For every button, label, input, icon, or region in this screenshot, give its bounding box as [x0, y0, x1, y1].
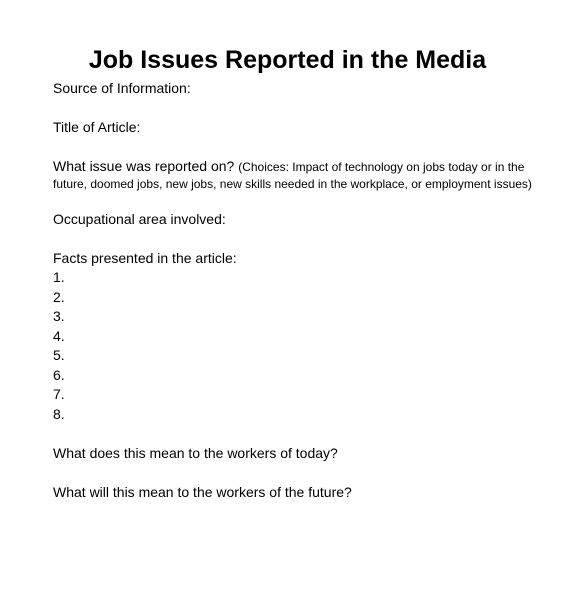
question-workers-future: What will this mean to the workers of the future? [53, 484, 352, 500]
title-of-article-label: Title of Article: [53, 119, 141, 135]
fact-number-5: 5. [53, 347, 65, 363]
issue-choices-line2: future, doomed jobs, new jobs, new skills needed in the workplace, or employment issues) [53, 177, 532, 191]
fact-number-2: 2. [53, 289, 65, 305]
fact-number-6: 6. [53, 367, 65, 383]
fact-number-4: 4. [53, 328, 65, 344]
document-title: Job Issues Reported in the Media [88, 46, 487, 74]
fact-number-7: 7. [53, 386, 65, 402]
fact-number-3: 3. [53, 308, 65, 324]
issue-question [53, 157, 524, 175]
facts-label: Facts presented in the article: [53, 250, 237, 266]
fact-number-1: 1. [53, 269, 65, 285]
fact-number-8: 8. [53, 406, 65, 422]
issue-choices-line1: (Choices: Impact of technology on jobs today or in the [238, 160, 525, 174]
source-of-information-label: Source of Information: [53, 80, 191, 96]
occupational-area-label: Occupational area involved: [53, 211, 226, 227]
issue-question-text: What issue was reported on? [53, 158, 235, 174]
question-workers-today: What does this mean to the workers of today? [53, 445, 338, 461]
